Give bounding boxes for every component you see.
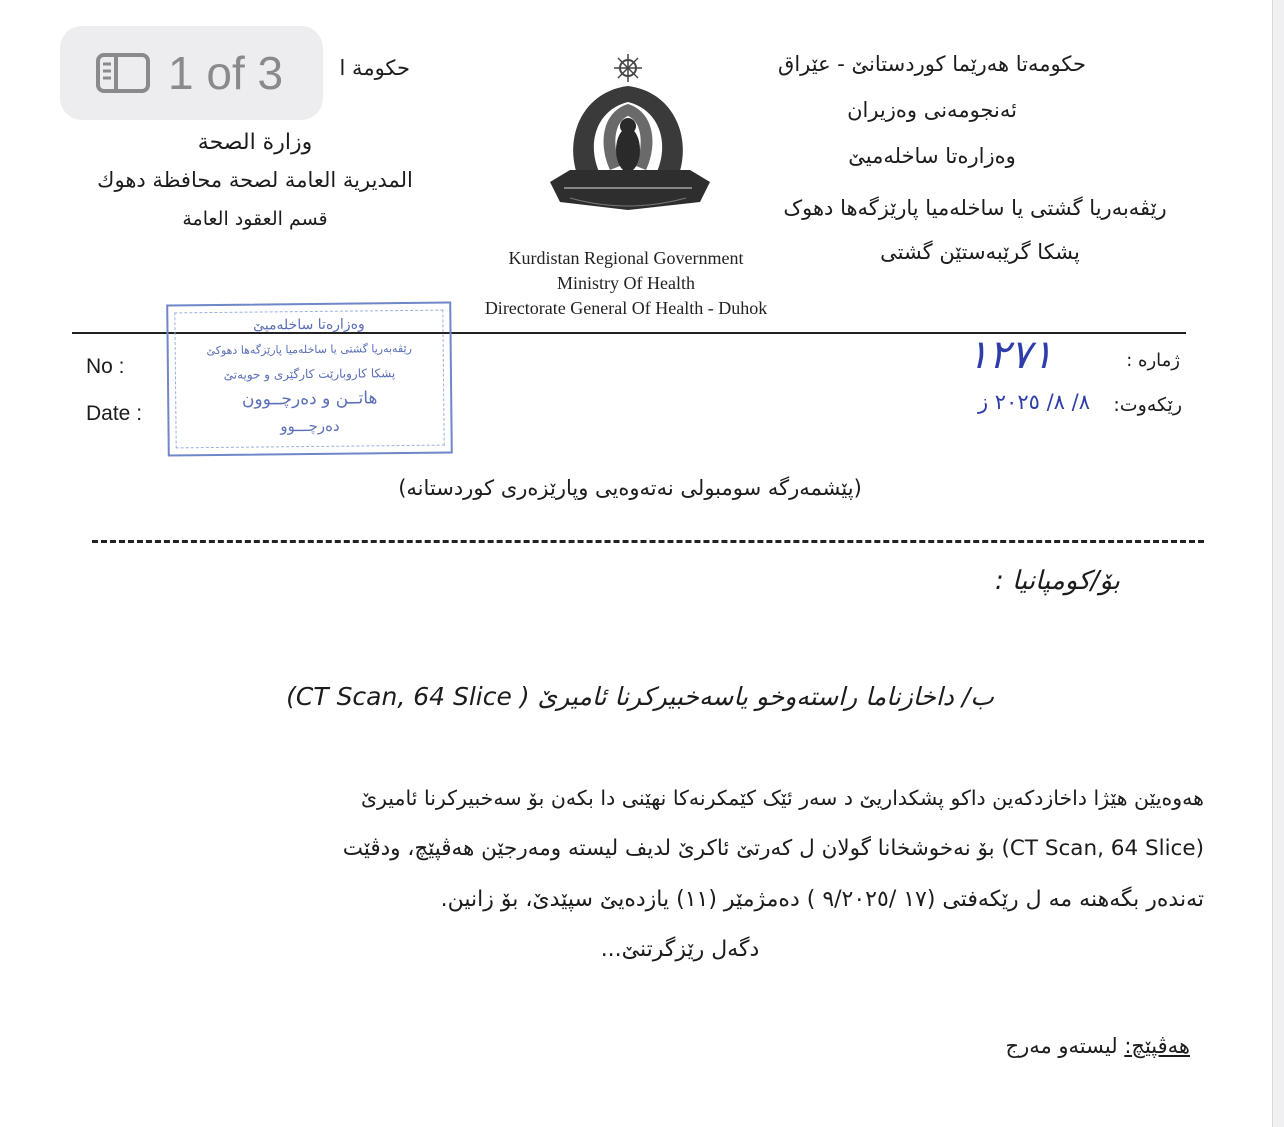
kurdish-header-line: وەزارەتا ساخلەمیێ [848,144,1016,168]
stamp-line: هاتــن و دەرچــوون [241,388,378,410]
body-line: تەندەر بگەهنە مە ل رێکەفتی (١٧ /٩/٢٠٢٥ ) دەمژمێر (١١) یازدەیێ سپێدێ، بۆ زانین. [440,887,1204,912]
stamp-line: دەرچـــوو [280,416,340,436]
number-label: ژمارە : [1126,350,1180,371]
page-indicator-label: 1 of 3 [168,47,284,99]
stamp-line: پشکا کاروبارێت کارگێری و حویەتێ [223,366,396,382]
attachment-text: لیستەو مەرج [1005,1034,1118,1058]
incoming-outgoing-stamp [166,302,453,457]
date-label-kurdish: رێکەوت: [1113,394,1182,416]
attachment-label: هەڤپێچ: [1124,1034,1190,1058]
arabic-header-line: قسم العقود العامة [182,208,328,230]
stamp-line: رێڤەبەریا گشتی یا ساخلەمیا پارێزگەها دهوکێ [206,341,412,358]
date-value: ٨/ ٨/ ٢٠٢٥ ز [977,390,1090,414]
arabic-header-line: حكومة ا [339,56,410,80]
english-header-line: Kurdistan Regional Government [508,248,744,268]
page-indicator[interactable] [60,26,323,120]
arabic-header-line: المديرية العامة لصحة محافظة دهوك [97,168,413,192]
attachment [900,1034,1190,1058]
kurdish-header-line: حکومەتا هەرێما کوردستانێ - عێراق [778,52,1086,76]
date-label: Date : [86,402,143,425]
body-line: (CT Scan, 64 Slice) بۆ نەخوشخانا گولان ل کەرتێ ئاکرێ لدیف لیستە ومەرجێن هەڤپێچ، ودڤێت [342,836,1204,861]
arabic-header-line: وزارة الصحة [197,130,313,155]
scrollbar[interactable] [1274,0,1284,1127]
dashed-divider [92,540,1204,543]
kurdistan-emblem [540,52,720,222]
number-value: ١٢٧١ [967,332,1053,378]
kurdish-header [722,52,1142,190]
kurdish-header-line: ئەنجومەنی وەزیران [847,98,1017,122]
subject: ب/ داخازناما راستەوخو یاسەخبیرکرنا ئامیرێ ( CT Scan, 64 Slice) [286,682,994,711]
english-header-line: Ministry Of Health [557,273,695,293]
stamp-line: وەزارەتا ساخلەمیێ [253,316,365,334]
no-label: No : [86,355,125,378]
body-line: هەوەیێن هێژا داخازدکەین داکو پشکداریێ د سەر ئێک کێمکرنەکا نهێنی دا بکەن بۆ سەخبیرکرنا ئامیرێ [360,786,1204,810]
closing: دگەل رێزگرتنێ... [600,937,760,962]
sidebar-icon [96,53,150,93]
kurdish-header-line: پشکا گرێبەستێن گشتی [880,240,1080,264]
kurdish-header-line: رێڤەبەریا گشتی یا ساخلەمیا پارێزگەها دهوک [783,196,1167,220]
english-header-line: Directorate General Of Health - Duhok [484,298,768,318]
slogan: (پێشمەرگە سومبولی نەتەوەیی وپارێزەری کوردستانە) [398,476,862,500]
recipient: بۆ/كومپانيا : [995,566,1120,596]
